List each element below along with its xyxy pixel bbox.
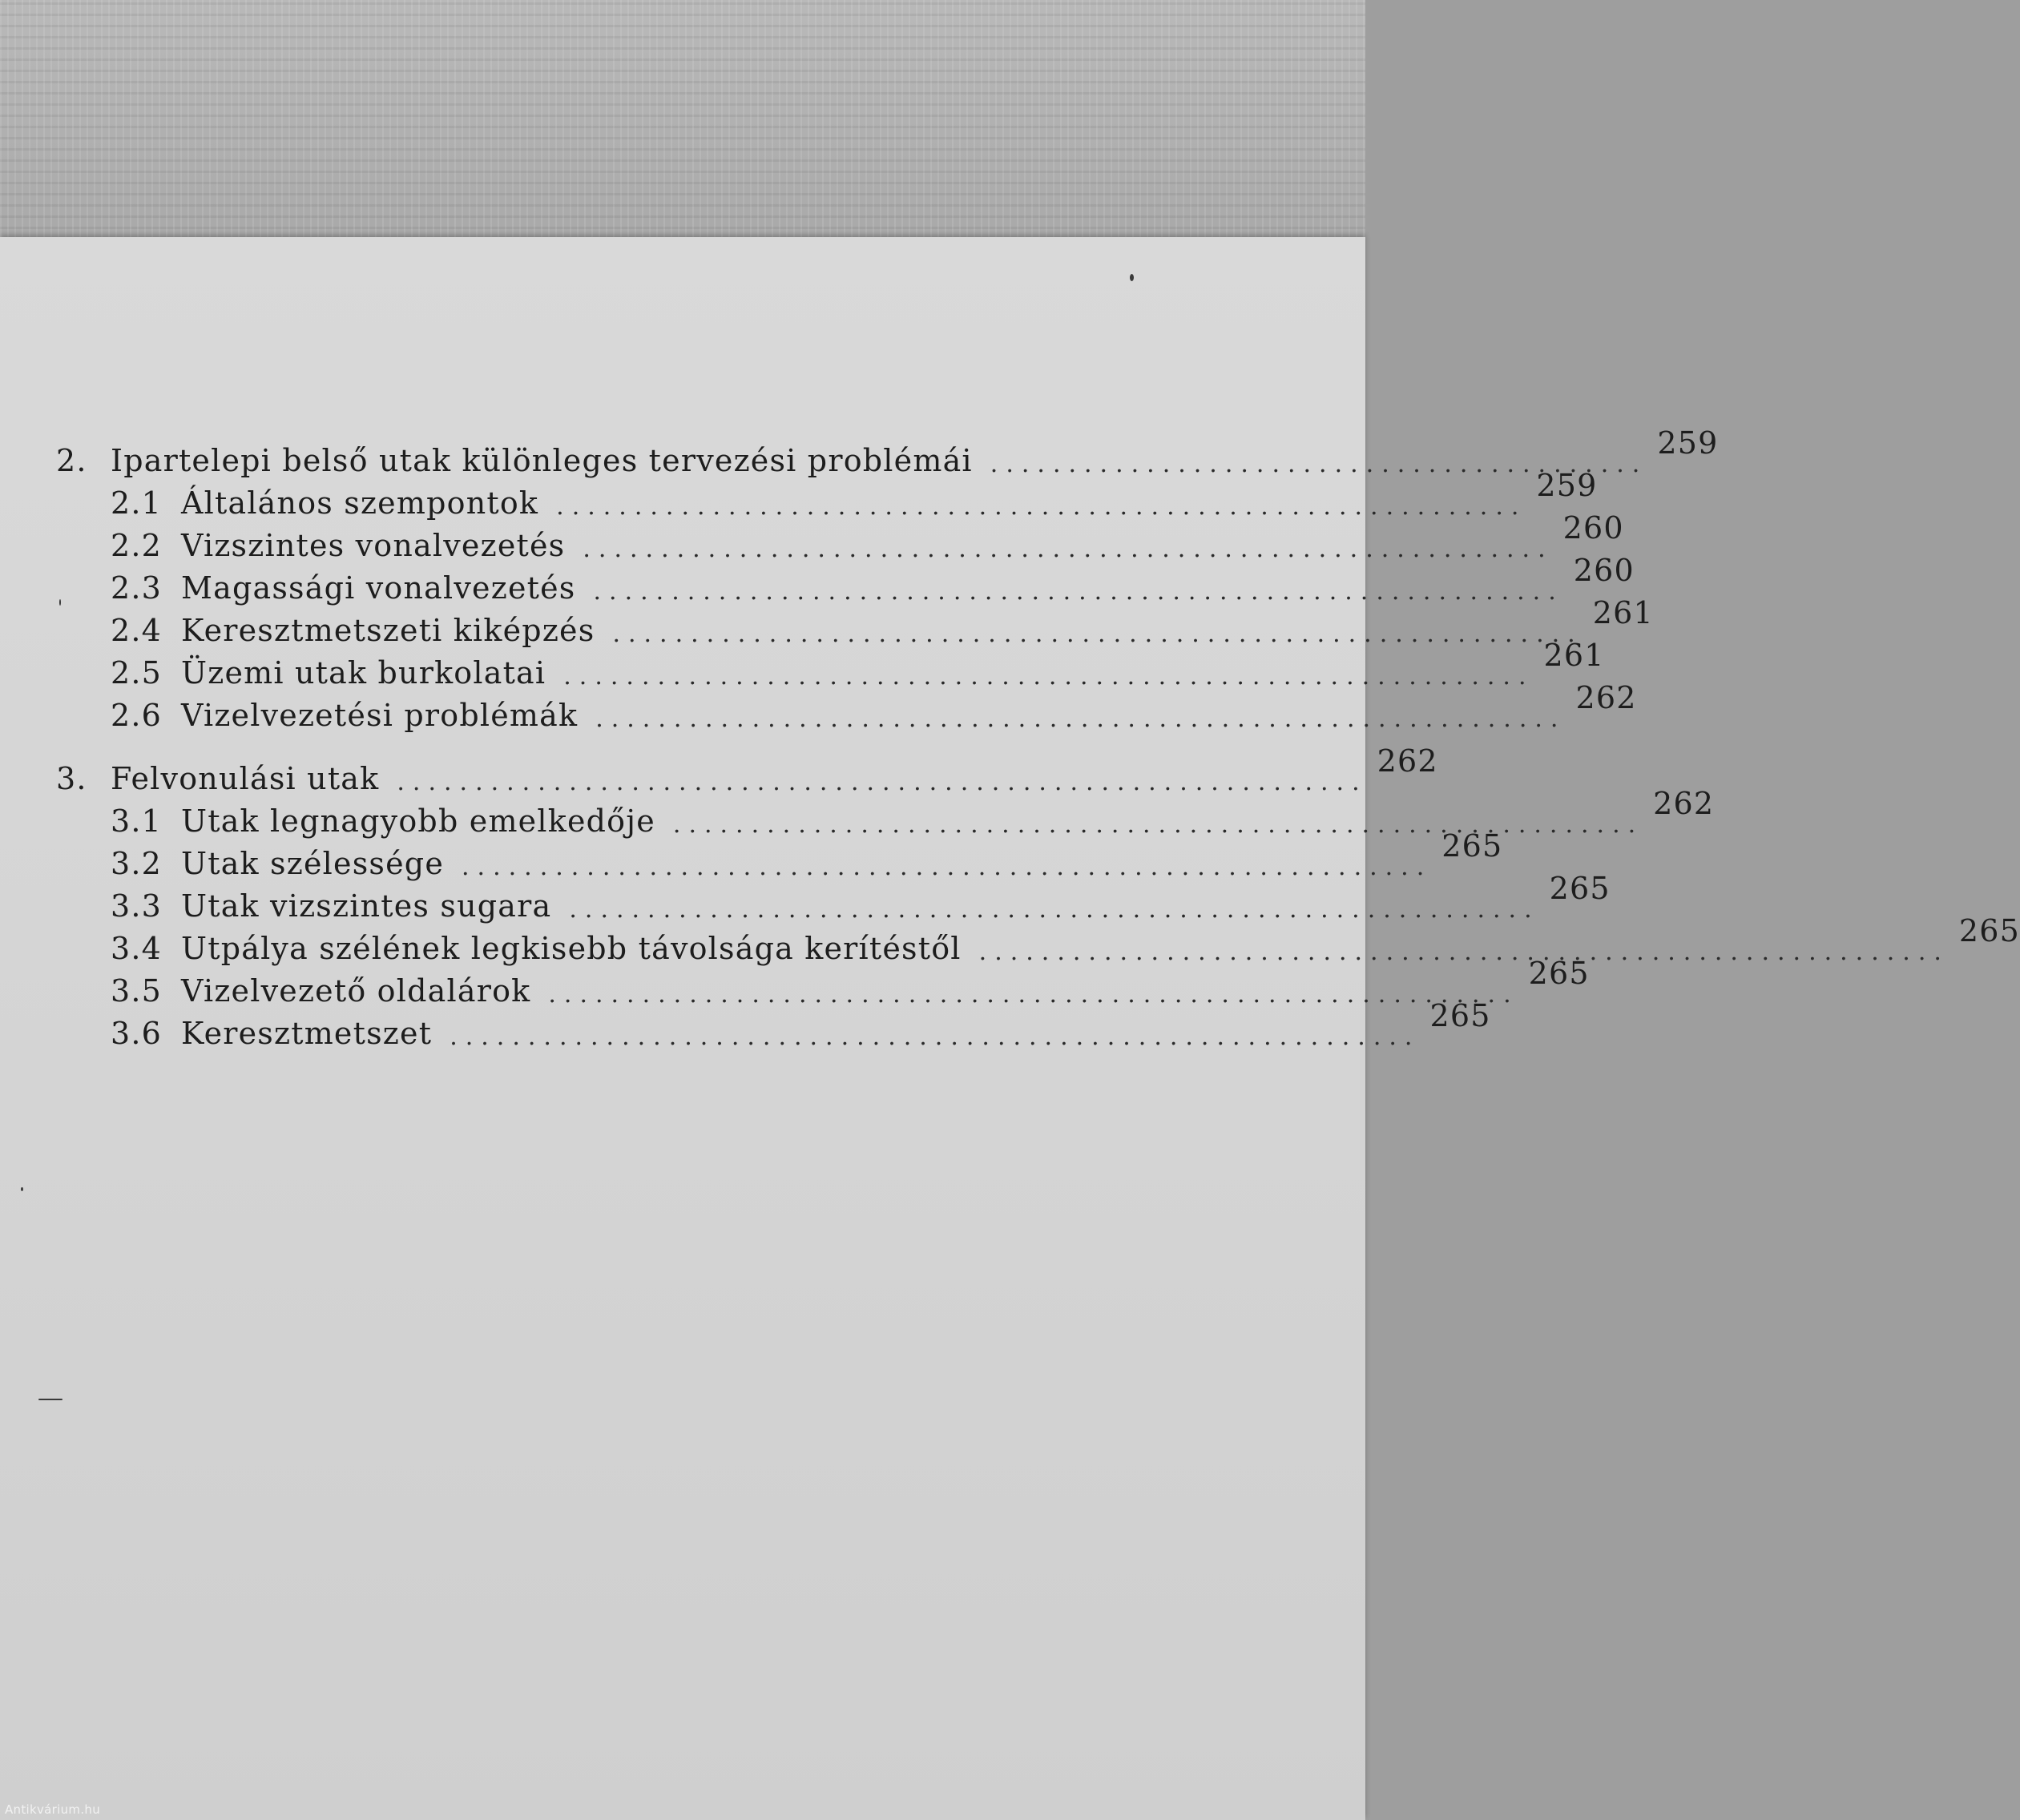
toc-number: 2.2 — [111, 528, 163, 563]
toc-title: Felvonulási utak — [111, 761, 380, 796]
toc-entry-3-3 — [56, 871, 1611, 924]
toc-title: Általános szempontok — [181, 485, 539, 521]
dot-leader: .............................................................. — [672, 811, 1644, 839]
toc-entry-3-5 — [56, 956, 1590, 1009]
toc-number: 2.4 — [111, 613, 163, 648]
paper-speck — [59, 599, 61, 606]
toc-title: Vizszintes vonalvezetés — [181, 528, 566, 563]
toc-page-number: 265 — [1429, 998, 1491, 1033]
dot-leader: .............................................................. — [462, 853, 1433, 881]
toc-entry-3-1 — [56, 786, 1715, 839]
toc-page-number: 262 — [1653, 786, 1715, 821]
dot-leader: .............................................................. — [593, 578, 1564, 606]
toc-number: 3.1 — [111, 803, 163, 839]
toc-entry-3-4 — [56, 913, 2020, 966]
toc-number: 2.6 — [111, 698, 163, 733]
toc-number: 3.6 — [111, 1016, 163, 1051]
toc-number: 3.3 — [111, 888, 163, 924]
toc-page-number: 260 — [1573, 553, 1635, 588]
toc-number: 3.5 — [111, 973, 163, 1009]
toc-page-number: 265 — [1958, 913, 2020, 948]
dot-leader: .............................................................. — [556, 493, 1527, 521]
toc-entry-2-6 — [56, 680, 1637, 733]
toc-title: Keresztmetszeti kiképzés — [181, 613, 595, 648]
dot-leader: .............................................................. — [595, 705, 1566, 733]
dot-leader: .............................................................. — [563, 662, 1534, 691]
toc-page-number: 262 — [1575, 680, 1637, 715]
dot-leader: .............................................................. — [450, 1023, 1421, 1051]
dot-leader: .............................................................. — [978, 938, 1949, 966]
toc-title: Magassági vonalvezetés — [181, 570, 576, 606]
toc-number: 3. — [56, 761, 87, 796]
paper-speck — [38, 1399, 62, 1400]
dot-leader: .............................................................. — [612, 620, 1583, 648]
toc-entry-2-4 — [56, 595, 1654, 648]
toc-entry-2-5 — [56, 638, 1605, 691]
toc-number: 2.3 — [111, 570, 163, 606]
toc-page-number: 261 — [1592, 595, 1654, 630]
toc-page-number: 262 — [1377, 743, 1438, 779]
toc-entry-2-2 — [56, 510, 1624, 563]
toc-page-number: 265 — [1528, 956, 1590, 991]
toc-title: Üzemi utak burkolatai — [181, 655, 546, 691]
toc-number: 2.5 — [111, 655, 163, 691]
toc-page-number: 265 — [1549, 871, 1611, 906]
toc-number: 3.4 — [111, 931, 163, 966]
toc-entry-2-1 — [56, 468, 1598, 521]
toc-entry-3-2 — [56, 828, 1503, 881]
toc-page-number: 265 — [1441, 828, 1503, 864]
toc-number: 3.2 — [111, 846, 163, 881]
toc-number: 2. — [56, 443, 87, 478]
toc-title: Utak legnagyobb emelkedője — [181, 803, 655, 839]
toc-page-number: 259 — [1536, 468, 1598, 503]
toc-page-number: 259 — [1657, 425, 1719, 461]
dot-leader: .............................................................. — [569, 896, 1540, 924]
toc-title: Utpálya szélének legkisebb távolsága kerítéstől — [181, 931, 962, 966]
toc-page-number: 261 — [1543, 638, 1605, 673]
toc-title: Vizelvezetési problémák — [181, 698, 579, 733]
background-surface — [0, 0, 1365, 240]
paper-speck — [1130, 274, 1134, 281]
toc-title: Ipartelepi belső utak különleges tervezési problémái — [111, 443, 973, 478]
paper-speck — [21, 1187, 23, 1191]
toc-entry-2 — [56, 425, 1719, 478]
dot-leader: .............................................................. — [583, 535, 1554, 563]
toc-page-number: 260 — [1562, 510, 1624, 546]
toc-title: Utak vizszintes sugara — [181, 888, 552, 924]
dot-leader: .......................................... — [990, 450, 1648, 478]
toc-entry-3-6 — [56, 998, 1491, 1051]
book-page — [0, 237, 2020, 1820]
toc-entry-3 — [56, 743, 1438, 796]
toc-title: Vizelvezető oldalárok — [181, 973, 531, 1009]
toc-title: Keresztmetszet — [181, 1016, 433, 1051]
toc-number: 2.1 — [111, 485, 163, 521]
toc-entry-2-3 — [56, 553, 1635, 606]
table-of-contents — [56, 425, 2020, 1051]
toc-title: Utak szélessége — [181, 846, 445, 881]
dot-leader: .............................................................. — [397, 768, 1368, 796]
dot-leader: .............................................................. — [548, 980, 1519, 1009]
watermark: Antikvárium.hu — [5, 1802, 101, 1817]
